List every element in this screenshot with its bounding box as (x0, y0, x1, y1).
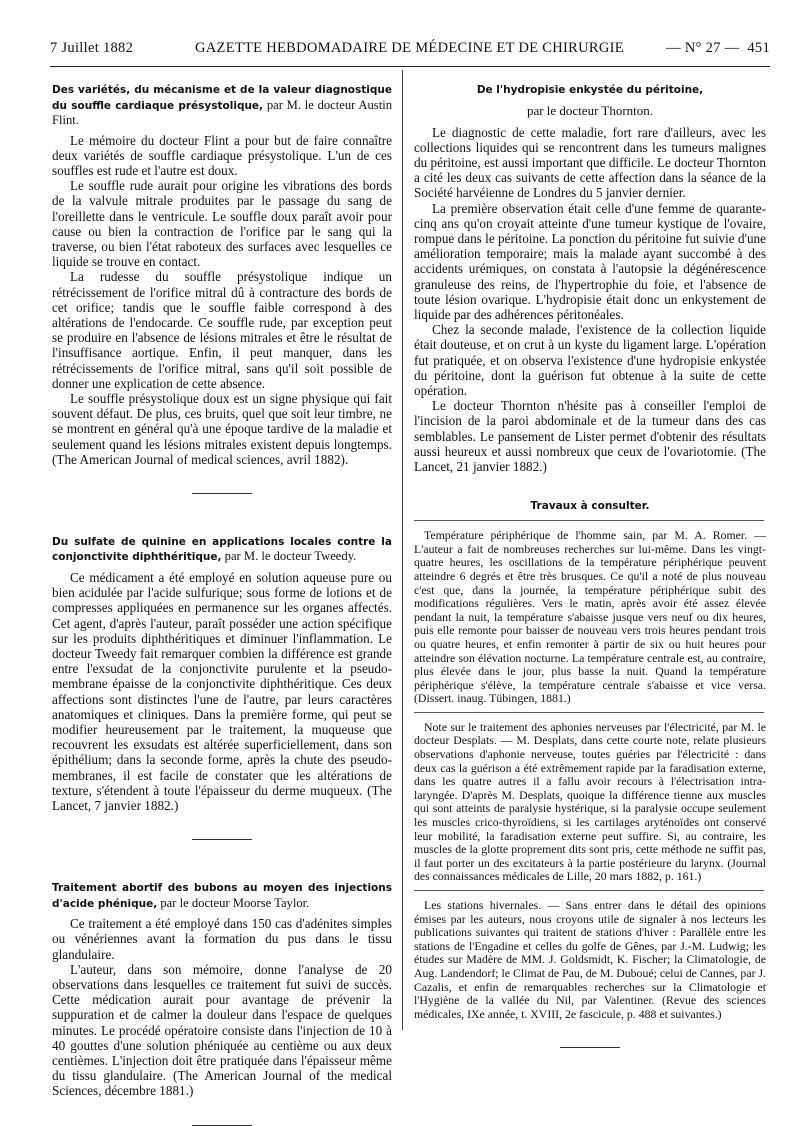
article-title: De l'hydropisie enkystée du péritoine, (476, 84, 704, 96)
list-item: Les stations hivernales. — Sans entrer dans le détail des opinions émises par les auteurs, nous croyons utile de signaler à nos lecteurs les publications suivantes qui traitent de stations d'hiver : Parallèle entre les stations de l'Engadine et celles du golfe de Gênes, par J.-M. Ludwig; les études sur Madère de MM. J. Goldsmidt, K. Fischer; la Climatologie, de Aug. Landendorf; le Climat de Pau, de M. Duboué; celui de Cannes, par J. Cazalis, et enfin de remarquables recherches sur la Climatologie et l'Hygiène de la vallée du Nil, par Valentiner. (Revue des sciences médicales, IXe année, t. XVIII, 2e fascicule, p. 488 et suivantes.) (414, 898, 766, 1021)
paragraph: La première observation était celle d'une femme de quarante-cinq ans qu'on croyait atteinte d'une tumeur kystique de l'ovaire, rompue dans le péritoine. La ponction du péritoine fut suivie d'une amélioration temporaire; mais la malade ayant succombé à des accidents urémiques, on constata à l'autopsie la dégénérescence granuleuse des reins, de l'hypertrophie du foie, et l'absence de toute lésion ovarique. L'hydropisie était donc un enkystement de liquide par des adhérences péritonéales. (414, 200, 766, 322)
travaux-list (414, 520, 766, 1021)
list-item: Note sur le traitement des aphonies nerveuses par l'électricité, par M. le docteur Desplats. — M. Desplats, dans cette courte note, relate plusieurs observations d'aphonie nerveuse, toutes guéries par l'électricité : dans deux cas la guérison a été extrêmement rapide par la faradisation externe, dans les quatre autres il a fallu avoir recours à l'électrisation intra-laryngée. D'après M. Desplats, quoique la différence tienne aux muscles qui sont atteints de paralysie hystérique, si la paralysie occupe seulement les muscles crico-thyroïdiens, si les cartilages aryténoïdes ont conservé leur mobilité, la faradisation externe peut suffire. Si, au contraire, les muscles de la glotte proprement dits sont pris, cette méthode ne suffit pas, il faut porter un des excitateurs à la partie postérieure du larynx. (Journal des connaissances médicales de Lille, 20 mars 1882, p. 161.) (414, 719, 766, 884)
paragraph: Le souffle présystolique doux est un signe physique qui fait souvent défaut. De plus, ces bruits, quel que soit leur timbre, ne se montrent en général qu'à une époque tardive de la maladie et seulement quand les lésions mitrales existent depuis longtemps. (The American Journal of medical sciences, avril 1882). (52, 390, 392, 467)
header-journal-title: GAZETTE HEBDOMADAIRE DE MÉDECINE ET DE CHIRURGIE (195, 40, 624, 56)
article-thornton (414, 82, 766, 474)
section-separator (414, 520, 764, 521)
paragraph: Ce traitement a été employé dans 150 cas d'adénites simples ou vénériennes avant la formation du pus dans le tissu glandulaire. (52, 916, 392, 962)
section-separator (192, 493, 252, 494)
header-page-number: 451 (747, 40, 770, 56)
paragraph: Chez la seconde malade, l'existence de la collection liquide était douteuse, et on crut à un kyste du ligament large. L'opération fut pratiquée, et on observa l'existence d'une hydropisie enkystée du péritoine, dont la guérison fut obtenue à la suite de cette opération. (414, 322, 766, 398)
paragraph: Le docteur Thornton n'hésite pas à conseiller l'emploi de l'incision de la paroi abdominale et de la tumeur dans des cas semblables. Le pansement de Lister permet d'obtenir des résultats aussi heureux et aussi nombreux que ceux de l'ovariotomie. (The Lancet, 21 janvier 1882.) (414, 398, 766, 474)
header-issue: — N° 27 — (666, 40, 740, 56)
page-header (50, 40, 770, 62)
paragraph: Le mémoire du docteur Flint a pour but de faire connaître deux variétés de souffle cardiaque présystolique. L'un de ces souffles est rude et l'autre est doux. (52, 132, 392, 178)
article-tweedy (52, 534, 392, 813)
header-issue-page (666, 40, 770, 57)
right-column (414, 82, 766, 1048)
paragraph: L'auteur, dans son mémoire, donne l'analyse de 20 observations dans lesquelles ce traitement fut suivi de succès. Cette médication aurait pour avantage de prévenir la suppuration et de calmer la douleur dans l'espace de quelques minutes. Le procédé opératoire consiste dans l'injection de 10 à 40 gouttes d'une solution phéniquée au centième ou aux deux centièmes. L'injection doit être pratiquée dans l'épaisseur même du tissu glandulaire. (The American Journal of the medical Sciences, décembre 1881.) (52, 961, 392, 1099)
left-column (52, 82, 392, 1126)
section-separator (192, 839, 252, 840)
section-separator (414, 890, 764, 891)
paragraph: La rudesse du souffle présystolique indique un rétrécissement de l'orifice mitral dû à contracture des bords de cet orifice; tandis que le souffle faible correspond à des altérations de l'endocarde. Ce souffle rude, par exception peut se produire en l'absence de lésions mitrales et être le résultat de l'insuffisance aortique. Enfin, il peut manquer, dans les rétrécissements de l'orifice mitral, sans qu'il soit possible de donner une explication de cette absence. (52, 269, 392, 391)
article-title: Du sulfate de quinine en applications locales contre la conjonctivite diphthéritique, par M. le docteur Tweedy. (52, 535, 392, 564)
column-divider (402, 70, 403, 1030)
paragraph: Le diagnostic de cette maladie, fort rare d'ailleurs, avec les collections liquides qui se rencontrent dans les tumeurs malignes du péritoine, est aussi important que difficile. Le docteur Thornton a cité les deux cas suivants de cette affection dans la séance de la Société harvéienne de Londres du 5 janvier dernier. (414, 124, 766, 201)
section-heading: Travaux à consulter. (530, 500, 650, 513)
header-rule (50, 66, 770, 67)
section-separator (414, 712, 764, 713)
paragraph: Ce médicament a été employé en solution aqueuse pure ou bien acidulée par l'acide sulfurique; sous forme de lotions et de compresses appliquées en permanence sur les organes affectés. Cet agent, d'après l'auteur, paraît posséder une action spécifique sur les produits diphthéritiques et diminuer l'inflammation. Le docteur Tweedy fait remarquer combien la différence est grande entre l'exsudat de la conjonctivite purulente et la pseudo-membrane épaisse de la conjonctivite diphthéritique. Ces deux affections sont distinctes l'une de l'autre, par leurs caractères anatomiques et cliniques. Dans la première forme, qui peut se modifier heureusement par le traitement, la muqueuse que recouvrent les exsudats est altérée superficiellement, dans son épithélium; dans la seconde forme, après la chute des pseudo-membranes, il est facile de constater que les altérations de texture, s'étendent à toute l'épaisseur du derme muqueux. (The Lancet, 7 janvier 1882.) (52, 569, 392, 814)
paragraph: Le souffle rude aurait pour origine les vibrations des bords de la valvule mitrale produites par le passage du sang de l'oreillette dans le ventricule. Le souffle doux paraît avoir pour cause ou bien la contraction de l'orifice par le sang qui la traverse, ou bien l'état raboteux des surfaces avec lesquelles ce liquide se trouve en contact. (52, 178, 392, 270)
article-taylor (52, 880, 392, 1098)
article-author: par le docteur Thornton. (526, 102, 654, 118)
section-separator (560, 1047, 620, 1048)
article-title: Traitement abortif des bubons au moyen des injections d'acide phénique, par le docteur Moorse Taylor. (52, 882, 392, 910)
header-date: 7 Juillet 1882 (50, 40, 134, 56)
article-title: Des variétés, du mécanisme et de la valeur diagnostique du souffle cardiaque présystolique, par M. le docteur Austin Flint. (52, 84, 393, 127)
article-flint (52, 82, 392, 467)
list-item: Température périphérique de l'homme sain, par M. A. Romer. — L'auteur a fait de nombreuses recherches sur lui-même. Dans les vingt-quatre heures, les oscillations de la température périphérique peuvent atteindre 6 degrés et être très brusques. Ce qu'il a noté de plus nouveau c'est que, dans la journée, la température périphérique subit des modifications régulières. Vers le matin, après avoir été assez élevée pendant la nuit, la température s'abaisse jusque vers neuf ou dix heures, puis elle remonte pour baisser de nouveau vers trois heures pendant trois ou quatre heures, et enfin remonter à partir de six ou huit heures pour atteindre son élévation nocturne. La température centrale est, au contraire, plus élevée dans le jour, plus basse la nuit. Quand la température périphérique s'élève, la température centrale s'abaisse et vice versa. (Dissert. inaug. Tübingen, 1881.) (414, 528, 766, 706)
